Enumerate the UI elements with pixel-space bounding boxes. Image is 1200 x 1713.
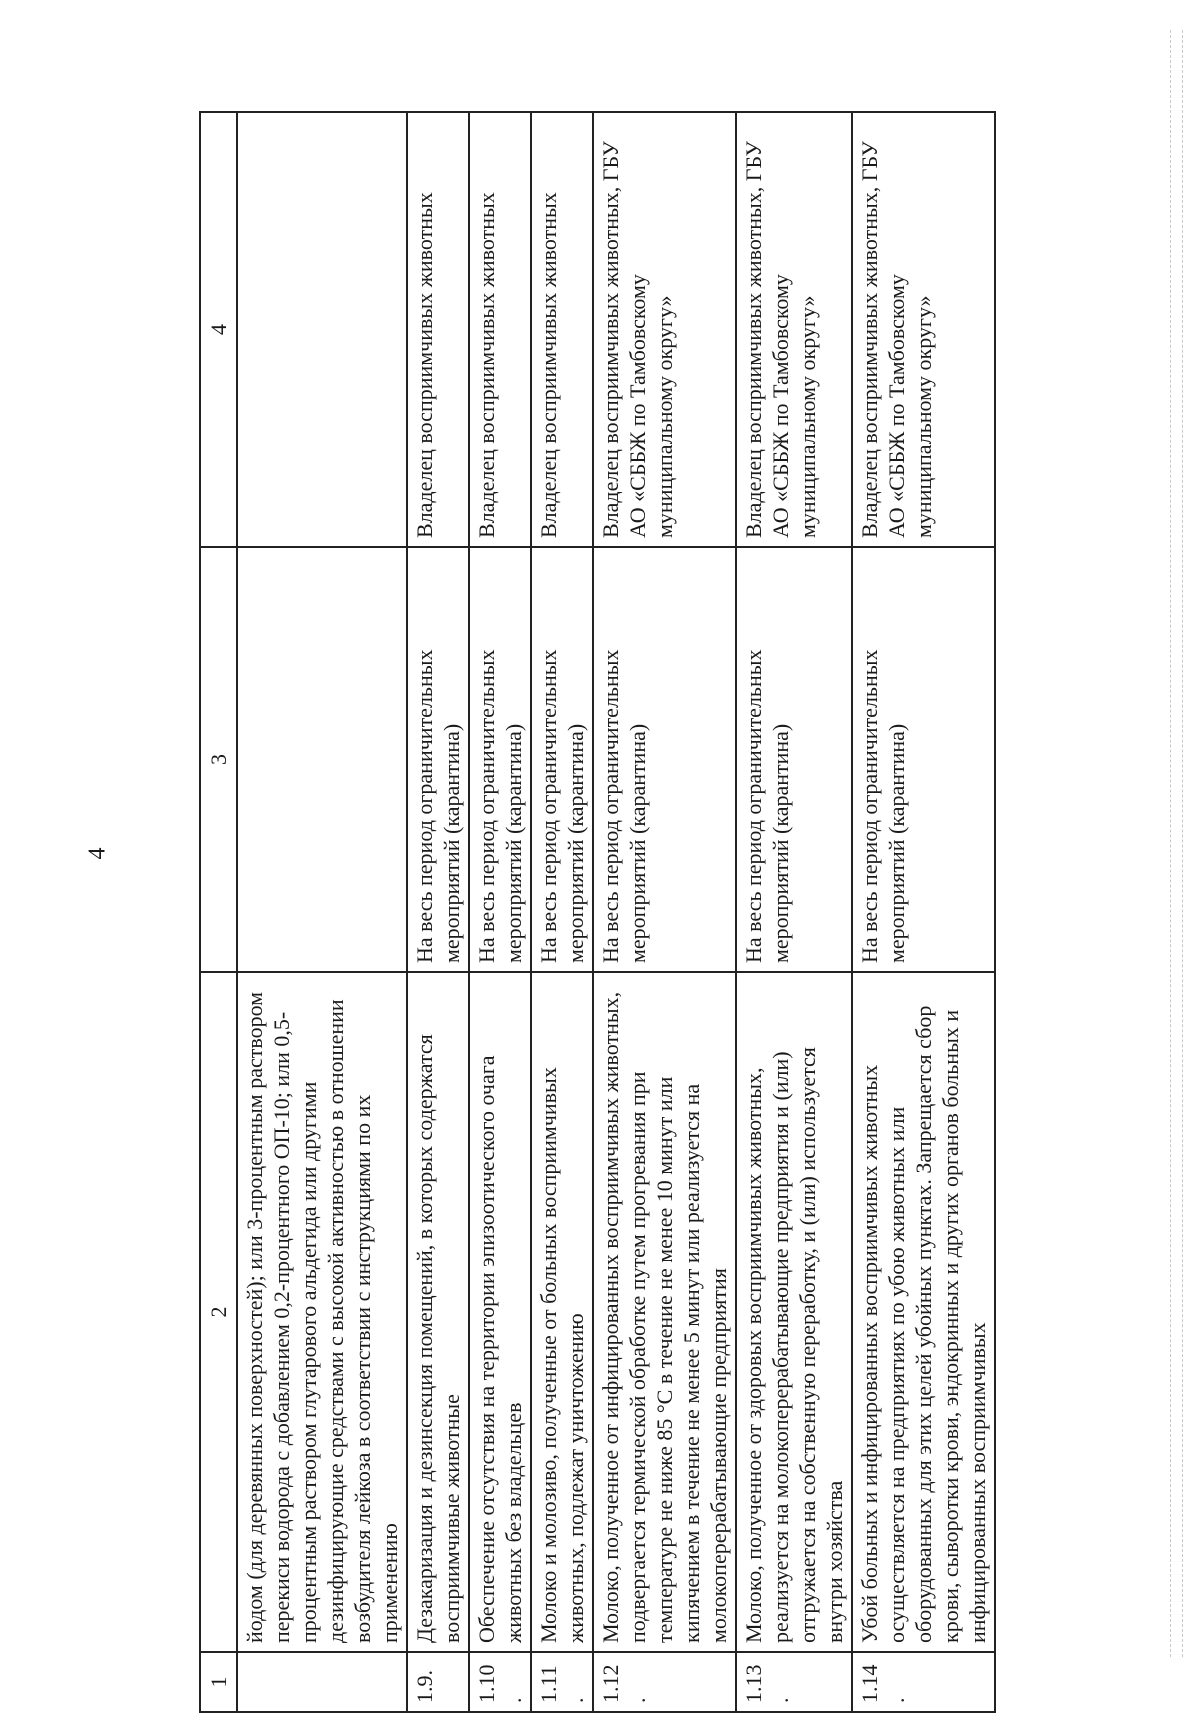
- table-row: [736, 112, 852, 1712]
- header-col-3: 3: [200, 547, 237, 972]
- term-text: На весь период ограничительных мероприятий (карантина): [407, 547, 469, 972]
- table-row: [469, 112, 531, 1712]
- table-header-row: [200, 112, 237, 1712]
- term-text: На весь период ограничительных мероприятий (карантина): [852, 547, 995, 972]
- scan-edge-line: [1182, 30, 1183, 1657]
- measure-text: Обеспечение отсутствия на территории эпизоотического очага животных без владельцев: [469, 972, 531, 1652]
- header-col-4: 4: [200, 112, 237, 547]
- term-text: На весь период ограничительных мероприятий (карантина): [736, 547, 852, 972]
- measure-text: Дезакаризация и дезинсекция помещений, в которых содержатся восприимчивые животные: [407, 972, 469, 1652]
- measure-text: Молоко, полученное от инфицированных восприимчивых животных, подвергается термической обработке путем прогревания при температуре не ниже 85 °С в течение не менее 10 минут или кипячением в течение не менее 5 минут или реализуется на молокоперерабатывающие предприятия: [593, 972, 736, 1652]
- measures-table: [199, 111, 996, 1713]
- table-row: [407, 112, 469, 1712]
- table-row: [531, 112, 593, 1712]
- term-text: На весь период ограничительных мероприятий (карантина): [531, 547, 593, 972]
- page-number: 4: [84, 847, 111, 860]
- row-number: 1.11.: [531, 1652, 593, 1712]
- header-col-2: 2: [200, 972, 237, 1652]
- measure-text: Убой больных и инфицированных восприимчивых животных осуществляется на предприятиях по убою животных или оборудованных для этих целей убойных пунктах. Запрещается сбор крови, сыворотки крови, эндокринных и других органов больных и инфицированных восприимчивых: [852, 972, 995, 1652]
- responsible-text: Владелец восприимчивых животных: [407, 112, 469, 547]
- responsible-text: Владелец восприимчивых животных: [469, 112, 531, 547]
- row-number: 1.10.: [469, 1652, 531, 1712]
- rotated-table-container: [199, 113, 1044, 1713]
- measure-text: Молоко, полученное от здоровых восприимчивых животных, реализуется на молокоперерабатывающие предприятия и (или) отгружается на собственную переработку, и (или) используется внутри хозяйства: [736, 972, 852, 1652]
- table-row: [237, 112, 407, 1712]
- row-number: 1.9.: [407, 1652, 469, 1712]
- responsible-text: Владелец восприимчивых животных, ГБУ АО «СББЖ по Тамбовскому муниципальному округу»: [593, 112, 736, 547]
- measure-text: Молоко и молозиво, полученные от больных восприимчивых животных, подлежат уничтожению: [531, 972, 593, 1652]
- term-text: На весь период ограничительных мероприятий (карантина): [469, 547, 531, 972]
- row-number: 1.14.: [852, 1652, 995, 1712]
- header-col-1: 1: [200, 1652, 237, 1712]
- row-number: 1.12.: [593, 1652, 736, 1712]
- table-row: [852, 112, 995, 1712]
- responsible-text: Владелец восприимчивых животных, ГБУ АО «СББЖ по Тамбовскому муниципальному округу»: [736, 112, 852, 547]
- responsible-text: [237, 112, 407, 547]
- responsible-text: Владелец восприимчивых животных, ГБУ АО «СББЖ по Тамбовскому муниципальному округу»: [852, 112, 995, 547]
- row-number: [237, 1652, 407, 1712]
- row-number: 1.13.: [736, 1652, 852, 1712]
- term-text: На весь период ограничительных мероприятий (карантина): [593, 547, 736, 972]
- table-row: [593, 112, 736, 1712]
- term-text: [237, 547, 407, 972]
- responsible-text: Владелец восприимчивых животных: [531, 112, 593, 547]
- scan-edge-line: [1170, 30, 1171, 1657]
- measure-text: йодом (для деревянных поверхностей); или 3-процентным раствором перекиси водорода с добавлением 0,2-процентного ОП-10; или 0,5-процентным раствором глутарового альдегида или другими дезинфицирующие средствами с высокой активностью в отношении возбудителя лейкоза в соответствии с инструкциями по их применению: [237, 972, 407, 1652]
